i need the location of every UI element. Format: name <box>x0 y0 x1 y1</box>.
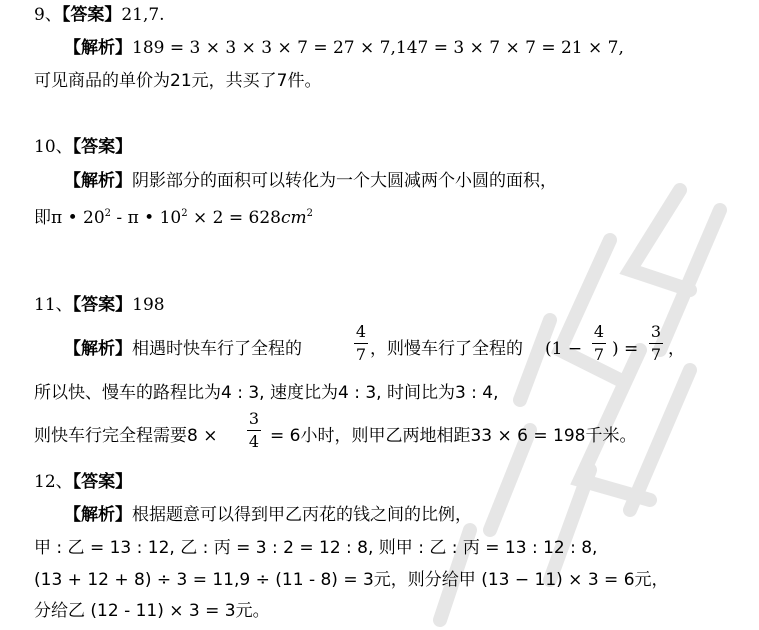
q11-number: 11、 <box>34 295 73 315</box>
q11-fraction-1-numerator: 4 <box>355 322 367 341</box>
q11-answer-line <box>34 294 165 316</box>
q11-explanation-b: ，则慢车行了全程的 <box>370 339 523 359</box>
q11-paren-open: (1 − <box>545 339 583 359</box>
q12-explanation-text: 根据题意可以得到甲乙丙花的钱之间的比例， <box>132 505 472 525</box>
q12-explanation-line1 <box>64 504 472 526</box>
q11-fraction-2 <box>592 322 606 365</box>
q9-number: 9、 <box>34 5 62 25</box>
q11-fraction-2-denominator: 7 <box>593 345 605 364</box>
q12-explanation-line2: 甲 : 乙 = 13 : 12, 乙 : 丙 = 3 : 2 = 12 : 8, 则甲 : 乙 : 丙 = 13 : 12 : 8, <box>34 538 598 558</box>
q10-exponent-2: 2 <box>181 208 188 219</box>
q11-fraction-4-numerator: 3 <box>248 409 260 428</box>
q11-fraction-4 <box>247 409 261 452</box>
q11-answer-label: 【答案】 <box>72 295 133 315</box>
q11-fraction-3 <box>649 322 663 365</box>
q11-explanation-line3b: = 6小时，则甲乙两地相距33 × 6 = 198千米。 <box>270 426 637 446</box>
q11-explanation-a: 相遇时快车行了全程的 <box>132 339 302 359</box>
q10-number: 10、 <box>34 137 73 157</box>
q11-fraction-1-denominator: 7 <box>355 345 367 364</box>
q12-explanation-line4: 分给乙 (12 - 11) × 3 = 3元。 <box>34 601 270 621</box>
q11-explanation-line2: 所以快、慢车的路程比为4 : 3, 速度比为4 : 3, 时间比为3 : 4, <box>34 383 499 403</box>
q10-formula-tail: × 2 = 628 <box>187 208 281 228</box>
q11-explanation-label: 【解析】 <box>64 339 132 359</box>
q11-fraction-4-denominator: 4 <box>248 432 260 451</box>
q9-answer-label: 【答案】 <box>61 5 122 25</box>
q9-answer-line <box>34 4 165 26</box>
q11-answer-value: 198 <box>132 295 165 315</box>
q11-explanation-line3a: 则快车行完全程需要8 × <box>34 426 218 446</box>
q9-answer-value: 21,7. <box>121 5 165 25</box>
q11-fraction-1 <box>354 322 368 365</box>
q9-explanation-formula: 189 = 3 × 3 × 3 × 7 = 27 × 7,147 = 3 × 7 × 7 = 21 × 7, <box>132 38 624 58</box>
q12-explanation-label: 【解析】 <box>64 505 132 525</box>
q10-formula-prefix: 即π • 20 <box>34 208 105 228</box>
q10-explanation-text: 阴影部分的面积可以转化为一个大圆减两个小圆的面积， <box>132 171 557 191</box>
q10-explanation-line1 <box>64 170 557 192</box>
q11-explanation-line1 <box>64 338 302 360</box>
q10-answer-line <box>34 136 132 158</box>
q11-fraction-2-numerator: 4 <box>593 322 605 341</box>
q9-explanation-line1 <box>64 37 624 59</box>
q10-formula-mid: - π • 10 <box>111 208 182 228</box>
q11-paren-close: ) = <box>612 339 639 359</box>
q12-number: 12、 <box>34 472 73 492</box>
q10-exponent-1: 2 <box>104 208 112 219</box>
q10-formula <box>34 203 313 229</box>
q10-unit: cm <box>280 208 307 228</box>
q10-explanation-label: 【解析】 <box>64 171 132 191</box>
q9-explanation-label: 【解析】 <box>64 38 132 58</box>
q12-answer-line <box>34 471 132 493</box>
q10-unit-exponent: 2 <box>306 208 313 219</box>
q9-explanation-line2: 可见商品的单价为21元，共买了7件。 <box>34 71 322 91</box>
q11-fraction-3-denominator: 7 <box>650 345 662 364</box>
q10-answer-label: 【答案】 <box>72 137 133 157</box>
q12-answer-label: 【答案】 <box>72 472 133 492</box>
q11-fraction-3-numerator: 3 <box>650 322 662 341</box>
q11-comma: ， <box>668 339 685 359</box>
q12-explanation-line3: (13 + 12 + 8) ÷ 3 = 11,9 ÷ (11 - 8) = 3元，则分给甲 (13 − 11) × 3 = 6元， <box>34 570 669 590</box>
